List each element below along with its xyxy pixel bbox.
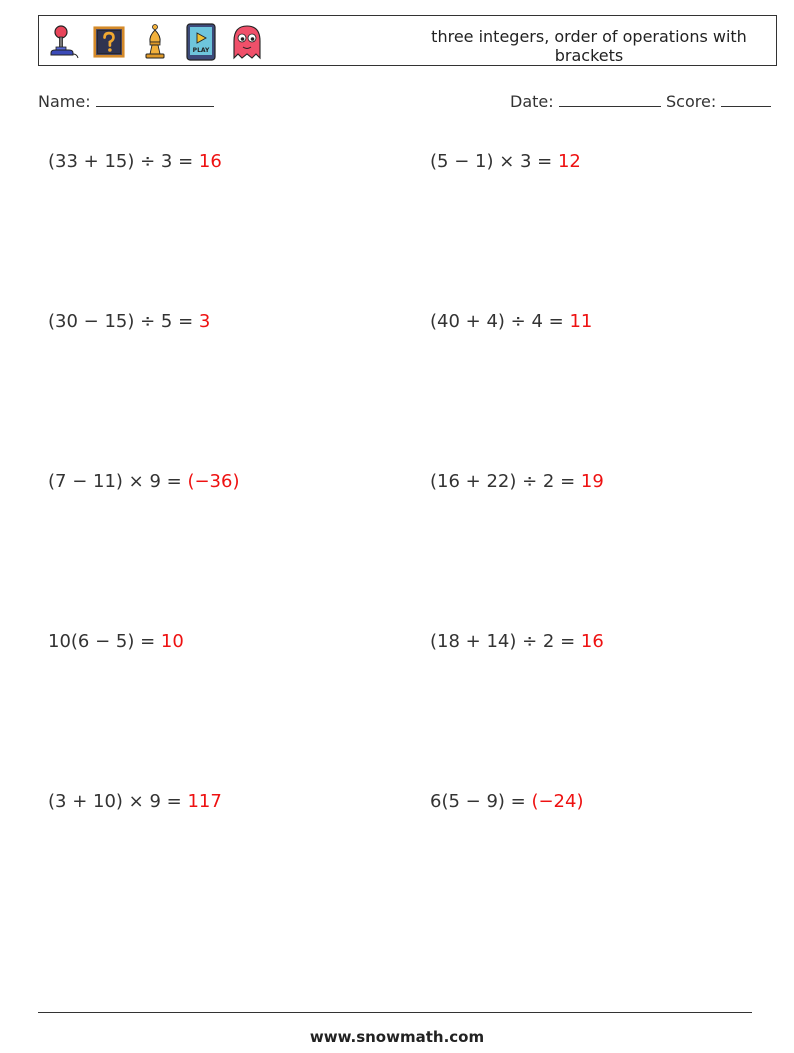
score-label: Score: <box>666 92 717 111</box>
problem-4 <box>430 311 592 332</box>
problem-question: (18 + 14) ÷ 2 = <box>430 631 581 652</box>
problem-answer: (−24) <box>531 791 584 812</box>
name-label: Name: <box>38 92 91 111</box>
problem-question: (3 + 10) × 9 = <box>48 791 188 812</box>
score-blank[interactable] <box>721 92 771 107</box>
problem-1 <box>48 151 222 172</box>
problem-9 <box>48 791 222 812</box>
date-label: Date: <box>510 92 554 111</box>
problem-3 <box>48 311 210 332</box>
worksheet-header <box>38 15 777 66</box>
tablet-play-icon <box>185 23 217 61</box>
svg-text:PLAY: PLAY <box>192 47 210 54</box>
problem-10 <box>430 791 583 812</box>
date-field <box>510 92 661 111</box>
problem-8 <box>430 631 604 652</box>
problem-answer: 16 <box>580 631 604 652</box>
problem-answer: 12 <box>557 151 581 172</box>
joystick-icon <box>47 23 79 61</box>
footer-divider <box>38 1012 752 1013</box>
problem-question: (7 − 11) × 9 = <box>48 471 188 492</box>
date-blank[interactable] <box>559 92 661 107</box>
problem-answer: 11 <box>569 311 593 332</box>
worksheet-title: three integers, order of operations with brackets <box>431 27 747 65</box>
problem-question: (16 + 22) ÷ 2 = <box>430 471 581 492</box>
problem-answer: 117 <box>187 791 222 812</box>
problem-5 <box>48 471 239 492</box>
problem-answer: 16 <box>198 151 222 172</box>
problem-answer: 19 <box>580 471 604 492</box>
header-icons <box>47 22 263 62</box>
problem-2 <box>430 151 581 172</box>
problem-question: 6(5 − 9) = <box>430 791 532 812</box>
problem-question: (33 + 15) ÷ 3 = <box>48 151 199 172</box>
problem-answer: 10 <box>160 631 184 652</box>
ghost-icon <box>231 23 263 61</box>
footer-site[interactable]: www.snowmath.com <box>309 1028 485 1046</box>
problem-question: (5 − 1) × 3 = <box>430 151 558 172</box>
problem-answer: 3 <box>198 311 211 332</box>
name-field <box>38 92 214 111</box>
problem-6 <box>430 471 604 492</box>
chess-bishop-icon <box>139 23 171 61</box>
problem-question: 10(6 − 5) = <box>48 631 161 652</box>
name-blank[interactable] <box>96 92 214 107</box>
problem-answer: (−36) <box>187 471 240 492</box>
question-mark-icon <box>93 23 125 61</box>
problem-question: (40 + 4) ÷ 4 = <box>430 311 570 332</box>
score-field <box>666 92 771 111</box>
problem-question: (30 − 15) ÷ 5 = <box>48 311 199 332</box>
problem-7 <box>48 631 184 652</box>
